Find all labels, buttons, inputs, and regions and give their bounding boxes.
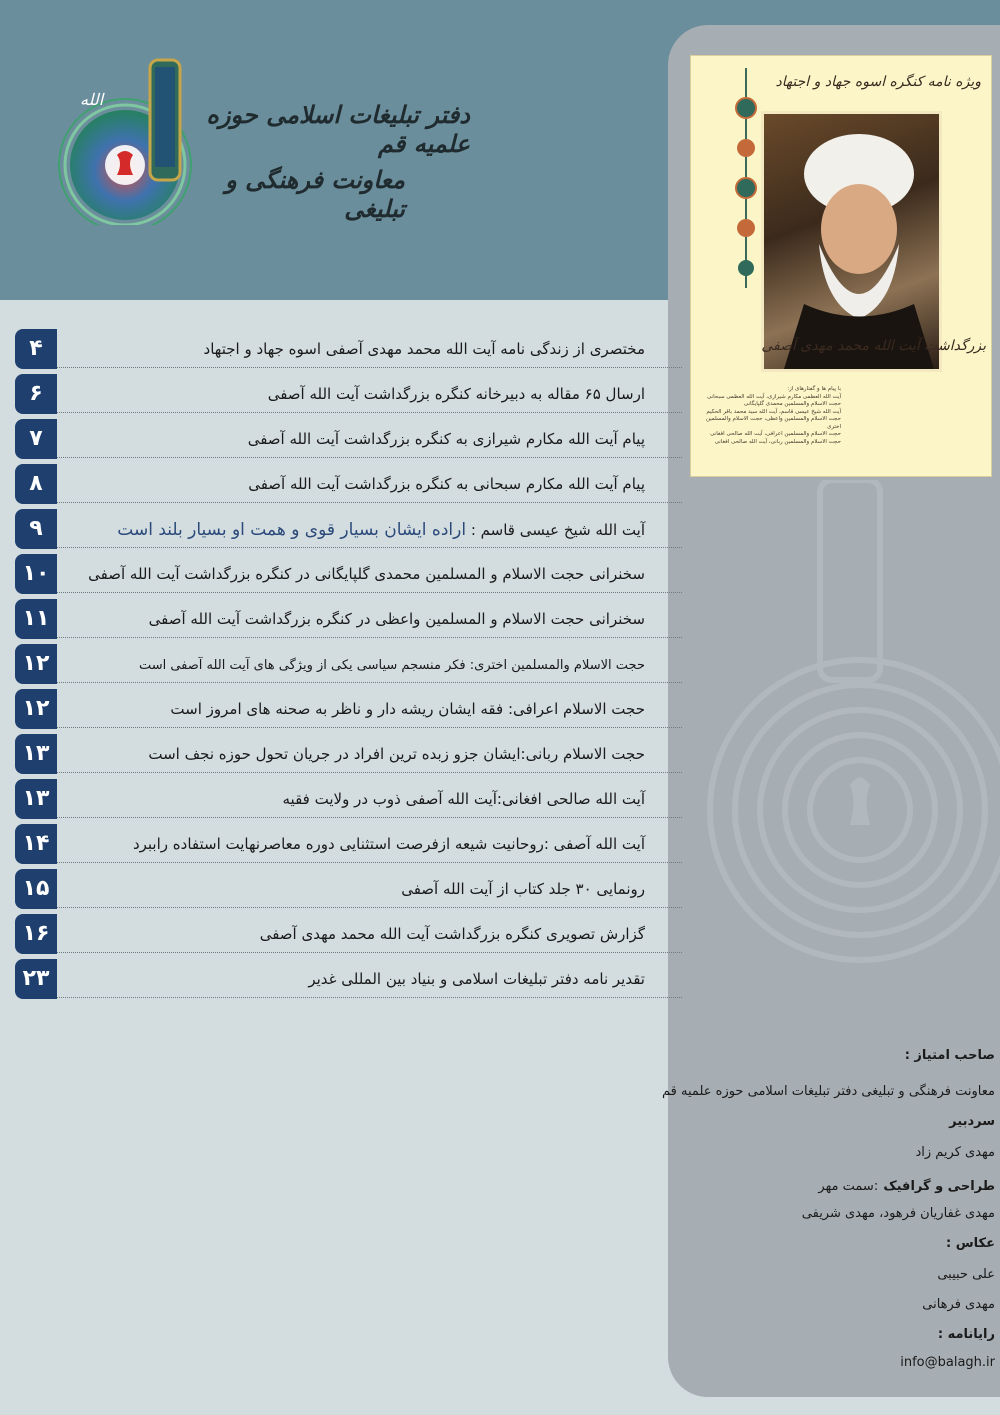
toc-item[interactable]	[15, 686, 665, 731]
toc-item[interactable]	[15, 866, 665, 911]
cover-title: ویژه نامه کنگره اسوه جهاد و اجتهاد	[775, 74, 981, 90]
toc-item[interactable]	[15, 326, 665, 371]
cover-text-line: با پیام ها و گفتارهای از:	[787, 386, 841, 392]
toc-item-quote: اراده ایشان بسیار قوی و همت او بسیار بلند است	[117, 520, 467, 540]
toc-divider	[57, 367, 682, 368]
toc-item[interactable]	[15, 821, 665, 866]
email-label: رایانامه :	[937, 1327, 995, 1342]
toc-item[interactable]	[15, 641, 665, 686]
toc-item-title: حجت الاسلام ربانی:ایشان جزو زبده ترین افراد در جریان تحول حوزه نجف است	[148, 745, 645, 763]
toc-item[interactable]	[15, 731, 665, 776]
toc-divider	[57, 412, 682, 413]
toc-item[interactable]	[15, 416, 665, 461]
toc-item-title: ارسال ۶۵ مقاله به دبیرخانه کنگره بزرگداشت آیت الله آصفی	[267, 385, 645, 403]
org-name-line1: دفتر تبلیغات اسلامی حوزه علمیه قم	[206, 100, 470, 158]
owner-value: معاونت فرهنگی و تبلیغی دفتر تبلیغات اسلامی حوزه علمیه قم	[662, 1084, 995, 1099]
toc-divider	[57, 502, 682, 503]
toc-item-title: مختصری از زندگی نامه آیت الله محمد مهدی آصفی اسوه جهاد و اجتهاد	[203, 340, 645, 358]
watermark-emblem-icon	[700, 480, 1000, 980]
cover-text-line: حجت الاسلام والمسلمین اعرافی، آیت الله صالحی افغانی	[710, 431, 841, 437]
cover-text-line: حجت الاسلام والمسلمین واعظی، حجت الاسلام والمسلمین اختری	[705, 416, 841, 430]
toc-divider	[57, 727, 682, 728]
toc-page-number: ۱۴	[15, 824, 57, 864]
toc-item[interactable]	[15, 596, 665, 641]
toc-item-title: حجت الاسلام والمسلمین اختری: فکر منسجم سیاسی یکی از ویژگی های آیت الله آصفی است	[138, 658, 645, 673]
toc-page-number: ۱۳	[15, 734, 57, 774]
emblem-icon	[55, 55, 205, 225]
toc-item[interactable]	[15, 551, 665, 596]
toc-divider	[57, 907, 682, 908]
toc-page-number: ۱۱	[15, 599, 57, 639]
magazine-cover	[690, 55, 992, 477]
toc-divider	[57, 772, 682, 773]
toc-item-speaker: آیت الله شیخ عیسی قاسم :	[470, 521, 645, 539]
design-credit-line	[818, 1175, 995, 1194]
svg-text:الله: الله	[80, 90, 104, 109]
cover-portrait-photo	[761, 111, 942, 372]
toc-item[interactable]	[15, 911, 665, 956]
design-value: مهدی غفاریان فرهود، مهدی شریفی	[801, 1206, 995, 1221]
toc-divider	[57, 547, 682, 548]
ornament-icon	[733, 68, 759, 288]
toc-item-title	[63, 520, 645, 540]
toc-item[interactable]	[15, 461, 665, 506]
org-name-line2: معاونت فرهنگی و تبلیغی	[225, 165, 405, 223]
email-link[interactable]: info@balagh.ir	[900, 1355, 995, 1370]
toc-item-title: سخنرانی حجت الاسلام و المسلمین واعظی در کنگره بزرگداشت آیت الله آصفی	[148, 610, 645, 628]
cover-subject-name: بزرگداشت آیت الله محمد مهدی آصفی	[761, 338, 986, 354]
toc-item-title: آیت الله آصفی :روحانیت شیعه ازفرصت استثنایی دوره معاصرنهایت استفاده راببرد	[132, 835, 645, 853]
toc-item-title: گزارش تصویری کنگره بزرگداشت آیت الله محمد مهدی آصفی	[259, 925, 645, 943]
photo-label: عکاس :	[946, 1236, 995, 1251]
toc-item[interactable]	[15, 371, 665, 416]
toc-item[interactable]	[15, 776, 665, 821]
toc-item-title: پیام آیت الله مکارم شیرازی به کنگره بزرگداشت آیت الله آصفی	[247, 430, 645, 448]
toc-page-number: ۸	[15, 464, 57, 504]
toc-item-title: پیام آیت الله مکارم سبحانی به کنگره بزرگداشت آیت الله آصفی	[248, 475, 645, 493]
toc-divider	[57, 637, 682, 638]
photo-value-2: مهدی فرهانی	[922, 1297, 995, 1312]
toc-divider	[57, 682, 682, 683]
toc-page-number: ۲۳	[15, 959, 57, 999]
editor-label: سردبیر	[949, 1114, 995, 1129]
cover-text-line: حجت الاسلام والمسلمین محمدی گلپایگانی	[743, 401, 841, 407]
toc-page-number: ۶	[15, 374, 57, 414]
photo-value-1: علی حبیبی	[937, 1267, 995, 1282]
toc-item-title: تقدیر نامه دفتر تبلیغات اسلامی و بنیاد بین المللی غدیر	[308, 970, 645, 988]
toc-item-title: آیت الله صالحی افغانی:آیت الله آصفی ذوب در ولایت فقیه	[282, 790, 645, 808]
toc-item[interactable]	[15, 956, 665, 1001]
design-suffix: :سمت مهر	[818, 1179, 879, 1194]
design-label: طراحی و گرافیک	[883, 1179, 995, 1194]
toc-item-title: حجت الاسلام اعرافی: فقه ایشان ریشه دار و ناظر به صحنه های امروز است	[170, 700, 645, 718]
toc-item-title: سخنرانی حجت الاسلام و المسلمین محمدی گلپایگانی در کنگره بزرگداشت آیت الله آصفی	[88, 565, 645, 583]
org-logo	[55, 45, 470, 245]
editor-value: مهدی کریم زاد	[915, 1145, 995, 1160]
cover-text-line: آیت الله العظمی مکارم شیرازی، آیت الله العظمی سبحانی	[706, 393, 841, 400]
toc-divider	[57, 457, 682, 458]
toc-item[interactable]	[15, 506, 665, 551]
toc-item-title: رونمایی ۳۰ جلد کتاب از آیت الله آصفی	[401, 880, 645, 898]
owner-label: صاحب امتیاز :	[904, 1048, 995, 1063]
toc-page-number: ۱۲	[15, 644, 57, 684]
cover-text-block	[701, 386, 841, 446]
toc-page-number: ۹	[15, 509, 57, 549]
toc-page-number: ۱۶	[15, 914, 57, 954]
toc-divider	[57, 592, 682, 593]
cover-text-line: آیت الله شیخ عیسی قاسم، آیت الله سید محمد باقر الحکیم	[706, 408, 841, 415]
toc-page-number: ۱۲	[15, 689, 57, 729]
cover-text-line: حجت الاسلام والمسلمین ربانی، آیت الله صالحی افغانی	[714, 438, 841, 445]
toc-divider	[57, 817, 682, 818]
toc-page-number: ۴	[15, 329, 57, 369]
toc-page-number: ۱۰	[15, 554, 57, 594]
toc-divider	[57, 862, 682, 863]
toc-divider	[57, 997, 682, 998]
toc-page-number: ۷	[15, 419, 57, 459]
toc-page-number: ۱۵	[15, 869, 57, 909]
toc-page-number: ۱۳	[15, 779, 57, 819]
toc-divider	[57, 952, 682, 953]
